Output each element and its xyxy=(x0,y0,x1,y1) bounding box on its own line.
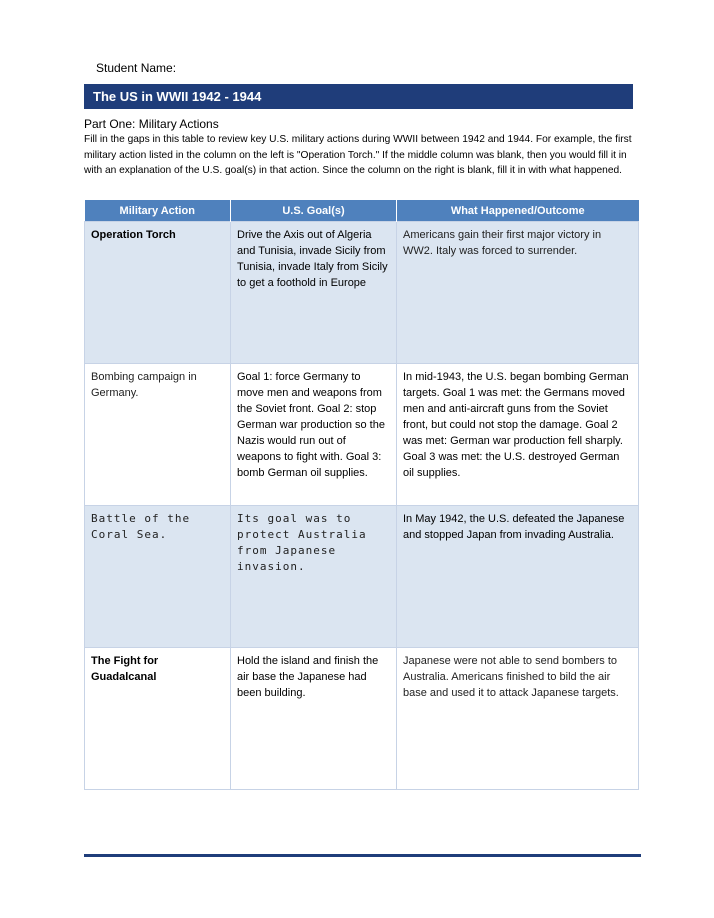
action-cell[interactable]: Battle of the Coral Sea. xyxy=(85,506,231,648)
footer-divider xyxy=(84,854,641,857)
action-cell[interactable]: Bombing campaign in Germany. xyxy=(85,364,231,506)
military-actions-table xyxy=(84,200,639,790)
action-cell: Operation Torch xyxy=(85,222,231,364)
goal-cell: Drive the Axis out of Algeria and Tunisia, invade Sicily from Tunisia, invade Italy from Sicily to get a foothold in Europe xyxy=(231,222,397,364)
table-row xyxy=(85,648,639,790)
goal-cell: Goal 1: force Germany to move men and weapons from the Soviet front. Goal 2: stop German war production so the Nazis would run out of weapons to fight with. Goal 3: bomb German oil supplies. xyxy=(231,364,397,506)
goal-cell: Hold the island and finish the air base the Japanese had been building. xyxy=(231,648,397,790)
header-outcome: What Happened/Outcome xyxy=(397,200,639,222)
goal-cell[interactable]: Its goal was to protect Australia from Japanese invasion. xyxy=(231,506,397,648)
outcome-cell: In May 1942, the U.S. defeated the Japanese and stopped Japan from invading Australia. xyxy=(397,506,639,648)
student-name-label: Student Name: xyxy=(96,61,177,75)
outcome-cell: In mid-1943, the U.S. began bombing German targets. Goal 1 was met: the Germans moved men and anti-aircraft guns from the Soviet front, but could not stop the damage. Goal 2 was met: German war production fell sharply. Goal 3 was met: the U.S. destroyed German oil supplies. xyxy=(397,364,639,506)
outcome-cell[interactable]: Americans gain their first major victory in WW2. Italy was forced to surrender. xyxy=(397,222,639,364)
instructions-text: Fill in the gaps in this table to review key U.S. military actions during WWII between 1942 and 1944. For example, the first military action listed in the column on the left is "Operation Torch." If the middle column was blank, then you would fill it in with an explanation of the U.S. goal(s) in that action. Since the column on the right is blank, fill it in with what happened. xyxy=(84,134,632,176)
header-military-action: Military Action xyxy=(85,200,231,222)
header-us-goals: U.S. Goal(s) xyxy=(231,200,397,222)
outcome-cell[interactable]: Japanese were not able to send bombers to Australia. Americans finished to bild the air base and used it to attack Japanese targets. xyxy=(397,648,639,790)
table-row xyxy=(85,222,639,364)
action-cell: The Fight for Guadalcanal xyxy=(85,648,231,790)
table-row xyxy=(85,506,639,648)
page-title-banner: The US in WWII 1942 - 1944 xyxy=(84,84,633,109)
table-header-row xyxy=(85,200,639,222)
section-title: Part One: Military Actions xyxy=(84,117,219,131)
table-row xyxy=(85,364,639,506)
